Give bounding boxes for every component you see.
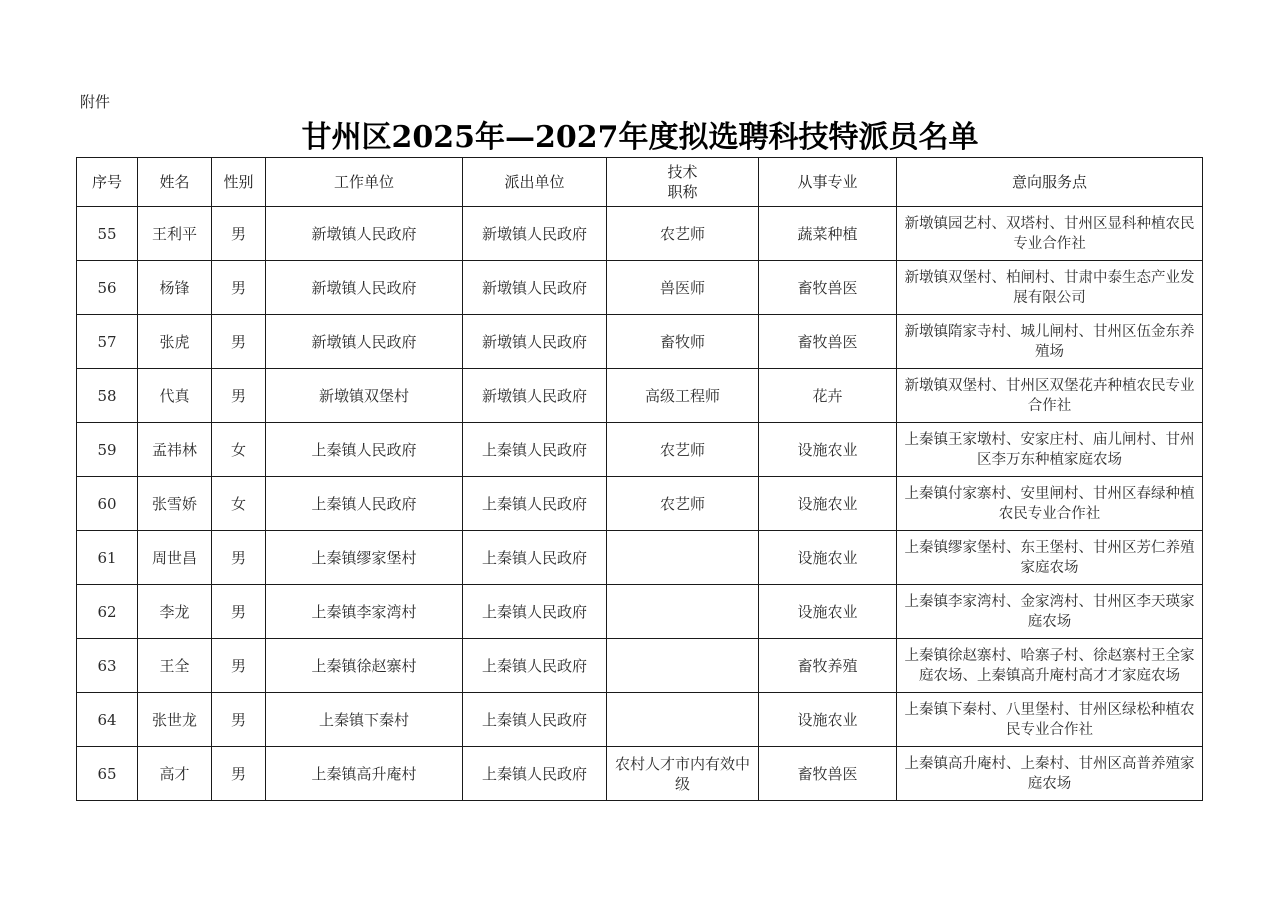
cell-dispatch-unit: 上秦镇人民政府 — [463, 693, 607, 747]
cell-dispatch-unit: 上秦镇人民政府 — [463, 585, 607, 639]
cell-service-point — [897, 369, 1203, 423]
cell-service-point — [897, 639, 1203, 693]
cell-gender: 男 — [212, 693, 266, 747]
cell-specialty: 花卉 — [759, 369, 897, 423]
cell-specialty: 设施农业 — [759, 693, 897, 747]
cell-service-point — [897, 315, 1203, 369]
service-point-text: 上秦镇缪家堡村、东王堡村、甘州区芳仁养殖家庭农场 — [904, 539, 1195, 576]
cell-name: 王全 — [138, 639, 212, 693]
cell-seq: 62 — [77, 585, 138, 639]
cell-gender: 女 — [212, 423, 266, 477]
service-point-text: 上秦镇徐赵寨村、哈寨子村、徐赵寨村王全家庭农场、上秦镇高升庵村高才才家庭农场 — [904, 647, 1195, 684]
column-header-service-point: 意向服务点 — [897, 158, 1203, 207]
table-row — [77, 585, 1203, 639]
cell-service-point — [897, 693, 1203, 747]
service-point-text: 新墩镇隋家寺村、城儿闸村、甘州区伍金东养殖场 — [904, 323, 1195, 360]
cell-specialty: 蔬菜种植 — [759, 207, 897, 261]
table-row — [77, 207, 1203, 261]
cell-dispatch-unit: 上秦镇人民政府 — [463, 747, 607, 801]
cell-gender: 男 — [212, 639, 266, 693]
service-point-text: 上秦镇下秦村、八里堡村、甘州区绿松种植农民专业合作社 — [904, 701, 1195, 738]
cell-service-point — [897, 261, 1203, 315]
service-point-text: 上秦镇王家墩村、安家庄村、庙儿闸村、甘州区李万东种植家庭农场 — [904, 431, 1195, 468]
table-row — [77, 693, 1203, 747]
cell-tech-title: 农艺师 — [607, 207, 759, 261]
cell-specialty: 设施农业 — [759, 531, 897, 585]
service-point-text: 上秦镇李家湾村、金家湾村、甘州区李天瑛家庭农场 — [904, 593, 1195, 630]
cell-work-unit: 新墩镇人民政府 — [266, 261, 463, 315]
tech-title-header-line2: 职称 — [667, 183, 698, 201]
cell-work-unit: 上秦镇人民政府 — [266, 477, 463, 531]
cell-dispatch-unit: 新墩镇人民政府 — [463, 261, 607, 315]
cell-tech-title — [607, 585, 759, 639]
attachment-label: 附件 — [80, 93, 111, 111]
cell-specialty: 畜牧养殖 — [759, 639, 897, 693]
cell-tech-title: 畜牧师 — [607, 315, 759, 369]
column-header-dispatch-unit: 派出单位 — [463, 158, 607, 207]
cell-seq: 58 — [77, 369, 138, 423]
cell-tech-title — [607, 531, 759, 585]
cell-name: 代真 — [138, 369, 212, 423]
table-row — [77, 369, 1203, 423]
cell-gender: 男 — [212, 207, 266, 261]
cell-dispatch-unit: 上秦镇人民政府 — [463, 423, 607, 477]
cell-work-unit: 上秦镇徐赵寨村 — [266, 639, 463, 693]
cell-specialty: 设施农业 — [759, 423, 897, 477]
cell-seq: 56 — [77, 261, 138, 315]
cell-name: 王利平 — [138, 207, 212, 261]
cell-work-unit: 新墩镇人民政府 — [266, 207, 463, 261]
table-row — [77, 261, 1203, 315]
cell-seq: 65 — [77, 747, 138, 801]
cell-specialty: 畜牧兽医 — [759, 261, 897, 315]
cell-name: 张世龙 — [138, 693, 212, 747]
column-header-seq: 序号 — [77, 158, 138, 207]
cell-work-unit: 新墩镇双堡村 — [266, 369, 463, 423]
cell-gender: 女 — [212, 477, 266, 531]
cell-gender: 男 — [212, 369, 266, 423]
cell-service-point — [897, 747, 1203, 801]
column-header-specialty: 从事专业 — [759, 158, 897, 207]
table-row — [77, 423, 1203, 477]
cell-specialty: 畜牧兽医 — [759, 315, 897, 369]
table-row — [77, 531, 1203, 585]
cell-seq: 57 — [77, 315, 138, 369]
service-point-text: 上秦镇高升庵村、上秦村、甘州区高普养殖家庭农场 — [904, 755, 1195, 792]
cell-gender: 男 — [212, 531, 266, 585]
document-title: 甘州区2025年—2027年度拟选聘科技特派员名单 — [301, 120, 979, 155]
cell-gender: 男 — [212, 315, 266, 369]
cell-dispatch-unit: 新墩镇人民政府 — [463, 315, 607, 369]
cell-service-point — [897, 585, 1203, 639]
table-row — [77, 639, 1203, 693]
cell-name: 孟祎林 — [138, 423, 212, 477]
cell-service-point — [897, 531, 1203, 585]
table-row — [77, 477, 1203, 531]
cell-tech-title: 高级工程师 — [607, 369, 759, 423]
cell-work-unit: 新墩镇人民政府 — [266, 315, 463, 369]
cell-service-point — [897, 207, 1203, 261]
table-row — [77, 315, 1203, 369]
cell-tech-title: 兽医师 — [607, 261, 759, 315]
cell-seq: 64 — [77, 693, 138, 747]
cell-work-unit: 上秦镇李家湾村 — [266, 585, 463, 639]
service-point-text: 上秦镇付家寨村、安里闸村、甘州区春绿种植农民专业合作社 — [904, 485, 1195, 522]
cell-tech-title: 农艺师 — [607, 477, 759, 531]
cell-seq: 63 — [77, 639, 138, 693]
cell-dispatch-unit: 上秦镇人民政府 — [463, 477, 607, 531]
column-header-gender: 性别 — [212, 158, 266, 207]
cell-gender: 男 — [212, 261, 266, 315]
cell-specialty: 设施农业 — [759, 477, 897, 531]
cell-service-point — [897, 423, 1203, 477]
cell-tech-title: 农艺师 — [607, 423, 759, 477]
cell-tech-title — [607, 693, 759, 747]
cell-dispatch-unit: 上秦镇人民政府 — [463, 531, 607, 585]
cell-work-unit: 上秦镇缪家堡村 — [266, 531, 463, 585]
cell-dispatch-unit: 上秦镇人民政府 — [463, 639, 607, 693]
cell-dispatch-unit: 新墩镇人民政府 — [463, 207, 607, 261]
cell-gender: 男 — [212, 585, 266, 639]
cell-seq: 55 — [77, 207, 138, 261]
cell-tech-title: 农村人才市内有效中级 — [607, 747, 759, 801]
cell-work-unit: 上秦镇下秦村 — [266, 693, 463, 747]
cell-seq: 59 — [77, 423, 138, 477]
column-header-work-unit: 工作单位 — [266, 158, 463, 207]
table-header-row — [77, 158, 1203, 207]
cell-name: 杨锋 — [138, 261, 212, 315]
service-point-text: 新墩镇双堡村、甘州区双堡花卉种植农民专业合作社 — [904, 377, 1195, 414]
cell-seq: 60 — [77, 477, 138, 531]
table-row — [77, 747, 1203, 801]
column-header-tech-title — [607, 158, 759, 207]
table-body — [77, 207, 1203, 801]
cell-service-point — [897, 477, 1203, 531]
cell-name: 张虎 — [138, 315, 212, 369]
cell-seq: 61 — [77, 531, 138, 585]
cell-name: 高才 — [138, 747, 212, 801]
cell-name: 李龙 — [138, 585, 212, 639]
cell-gender: 男 — [212, 747, 266, 801]
column-header-name: 姓名 — [138, 158, 212, 207]
cell-specialty: 设施农业 — [759, 585, 897, 639]
cell-specialty: 畜牧兽医 — [759, 747, 897, 801]
cell-tech-title — [607, 639, 759, 693]
cell-work-unit: 上秦镇人民政府 — [266, 423, 463, 477]
cell-work-unit: 上秦镇高升庵村 — [266, 747, 463, 801]
cell-name: 周世昌 — [138, 531, 212, 585]
service-point-text: 新墩镇双堡村、柏闸村、甘肃中泰生态产业发展有限公司 — [904, 269, 1195, 306]
cell-name: 张雪娇 — [138, 477, 212, 531]
tech-title-header-line1: 技术 — [667, 163, 698, 181]
cell-dispatch-unit: 新墩镇人民政府 — [463, 369, 607, 423]
personnel-table — [76, 157, 1203, 801]
service-point-text: 新墩镇园艺村、双塔村、甘州区显科种植农民专业合作社 — [904, 215, 1195, 252]
